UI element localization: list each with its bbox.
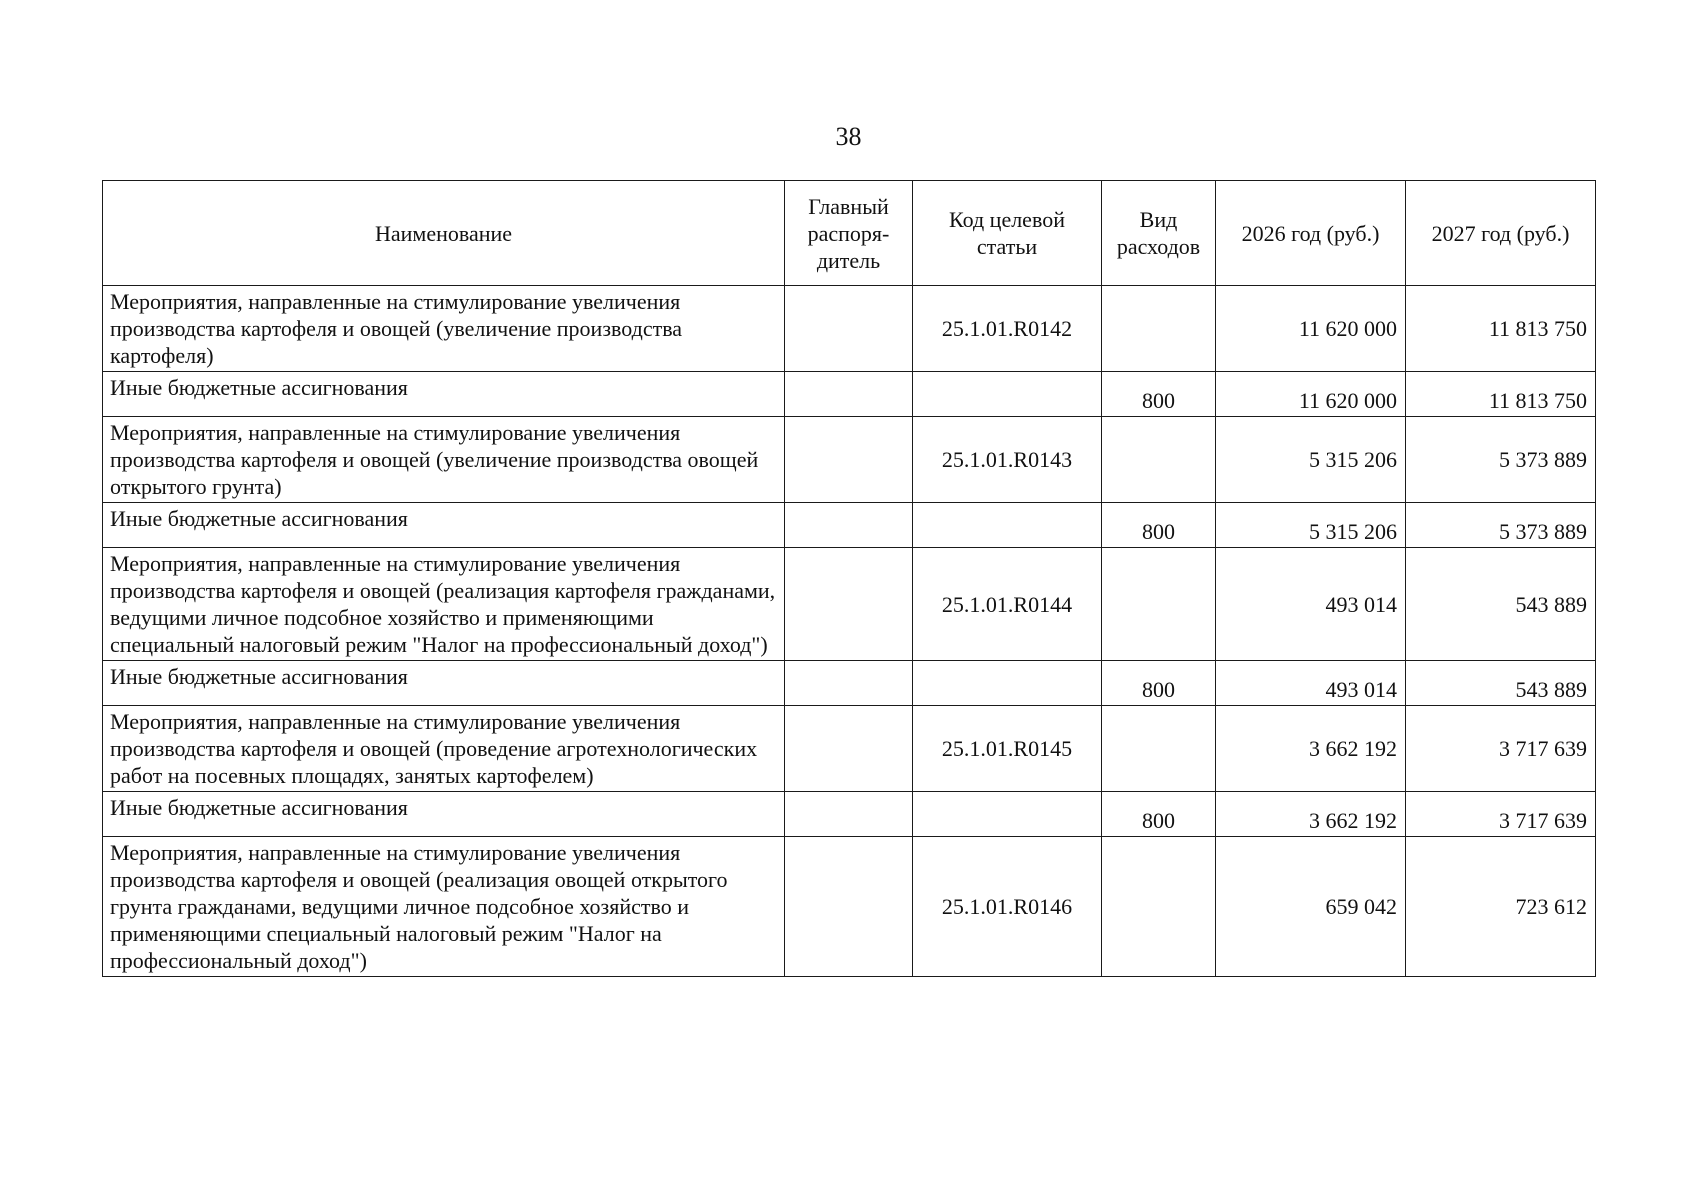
row-expense-type: 800	[1102, 792, 1216, 837]
row-expense-type	[1102, 548, 1216, 661]
row-code: 25.1.01.R0144	[913, 548, 1102, 661]
row-name: Мероприятия, направленные на стимулирование увеличения производства картофеля и овощей (увеличение производства овощей открытого грунта)	[103, 417, 785, 503]
row-amount-2027: 11 813 750	[1406, 286, 1596, 372]
row-admin	[785, 706, 913, 792]
row-amount-2026: 493 014	[1216, 661, 1406, 706]
row-code: 25.1.01.R0142	[913, 286, 1102, 372]
row-name: Иные бюджетные ассигнования	[103, 503, 785, 548]
row-expense-type	[1102, 417, 1216, 503]
page-number: 38	[835, 122, 862, 151]
row-amount-2027: 543 889	[1406, 548, 1596, 661]
table-row	[103, 548, 1596, 661]
table-row	[103, 706, 1596, 792]
row-expense-type	[1102, 286, 1216, 372]
row-name: Мероприятия, направленные на стимулирование увеличения производства картофеля и овощей (проведение агротехнологических работ на посевных площадях, занятых картофелем)	[103, 706, 785, 792]
row-code	[913, 503, 1102, 548]
row-code: 25.1.01.R0146	[913, 837, 1102, 977]
row-admin	[785, 837, 913, 977]
row-amount-2026: 659 042	[1216, 837, 1406, 977]
table-row	[103, 792, 1596, 837]
row-amount-2027: 11 813 750	[1406, 372, 1596, 417]
header-year-2027: 2027 год (руб.)	[1406, 181, 1596, 286]
row-amount-2026: 493 014	[1216, 548, 1406, 661]
row-name: Мероприятия, направленные на стимулирование увеличения производства картофеля и овощей (реализация картофеля гражданами, ведущими личное подсобное хозяйство и применяющими специальный налоговый режим "Налог на профессиональный доход")	[103, 548, 785, 661]
row-amount-2027: 723 612	[1406, 837, 1596, 977]
row-expense-type: 800	[1102, 503, 1216, 548]
table-row	[103, 837, 1596, 977]
row-expense-type	[1102, 706, 1216, 792]
row-amount-2026: 11 620 000	[1216, 286, 1406, 372]
row-amount-2027: 5 373 889	[1406, 417, 1596, 503]
row-name: Иные бюджетные ассигнования	[103, 372, 785, 417]
row-amount-2027: 3 717 639	[1406, 792, 1596, 837]
row-name: Иные бюджетные ассигнования	[103, 792, 785, 837]
row-admin	[785, 792, 913, 837]
row-code: 25.1.01.R0143	[913, 417, 1102, 503]
row-name: Иные бюджетные ассигнования	[103, 661, 785, 706]
row-expense-type: 800	[1102, 661, 1216, 706]
header-name: Наименование	[103, 181, 785, 286]
row-amount-2027: 543 889	[1406, 661, 1596, 706]
row-expense-type	[1102, 837, 1216, 977]
budget-table	[102, 180, 1596, 977]
row-amount-2027: 5 373 889	[1406, 503, 1596, 548]
header-code: Код целевой статьи	[913, 181, 1102, 286]
row-admin	[785, 661, 913, 706]
table-row	[103, 417, 1596, 503]
row-expense-type: 800	[1102, 372, 1216, 417]
row-amount-2026: 5 315 206	[1216, 503, 1406, 548]
header-expense-type: Вид расходов	[1102, 181, 1216, 286]
row-amount-2026: 5 315 206	[1216, 417, 1406, 503]
header-admin: Главный распоря-дитель	[785, 181, 913, 286]
row-code: 25.1.01.R0145	[913, 706, 1102, 792]
row-admin	[785, 417, 913, 503]
row-code	[913, 372, 1102, 417]
row-amount-2026: 3 662 192	[1216, 792, 1406, 837]
row-name: Мероприятия, направленные на стимулирование увеличения производства картофеля и овощей (увеличение производства картофеля)	[103, 286, 785, 372]
row-amount-2026: 11 620 000	[1216, 372, 1406, 417]
header-year-2026: 2026 год (руб.)	[1216, 181, 1406, 286]
row-name: Мероприятия, направленные на стимулирование увеличения производства картофеля и овощей (реализация овощей открытого грунта гражданами, ведущими личное подсобное хозяйство и применяющими специальный налоговый режим "Налог на профессиональный доход")	[103, 837, 785, 977]
table-row	[103, 503, 1596, 548]
table-row	[103, 372, 1596, 417]
row-amount-2027: 3 717 639	[1406, 706, 1596, 792]
table-row	[103, 286, 1596, 372]
row-admin	[785, 286, 913, 372]
row-code	[913, 661, 1102, 706]
row-admin	[785, 372, 913, 417]
row-code	[913, 792, 1102, 837]
table-header-row	[103, 181, 1596, 286]
row-amount-2026: 3 662 192	[1216, 706, 1406, 792]
row-admin	[785, 548, 913, 661]
row-admin	[785, 503, 913, 548]
table-row	[103, 661, 1596, 706]
